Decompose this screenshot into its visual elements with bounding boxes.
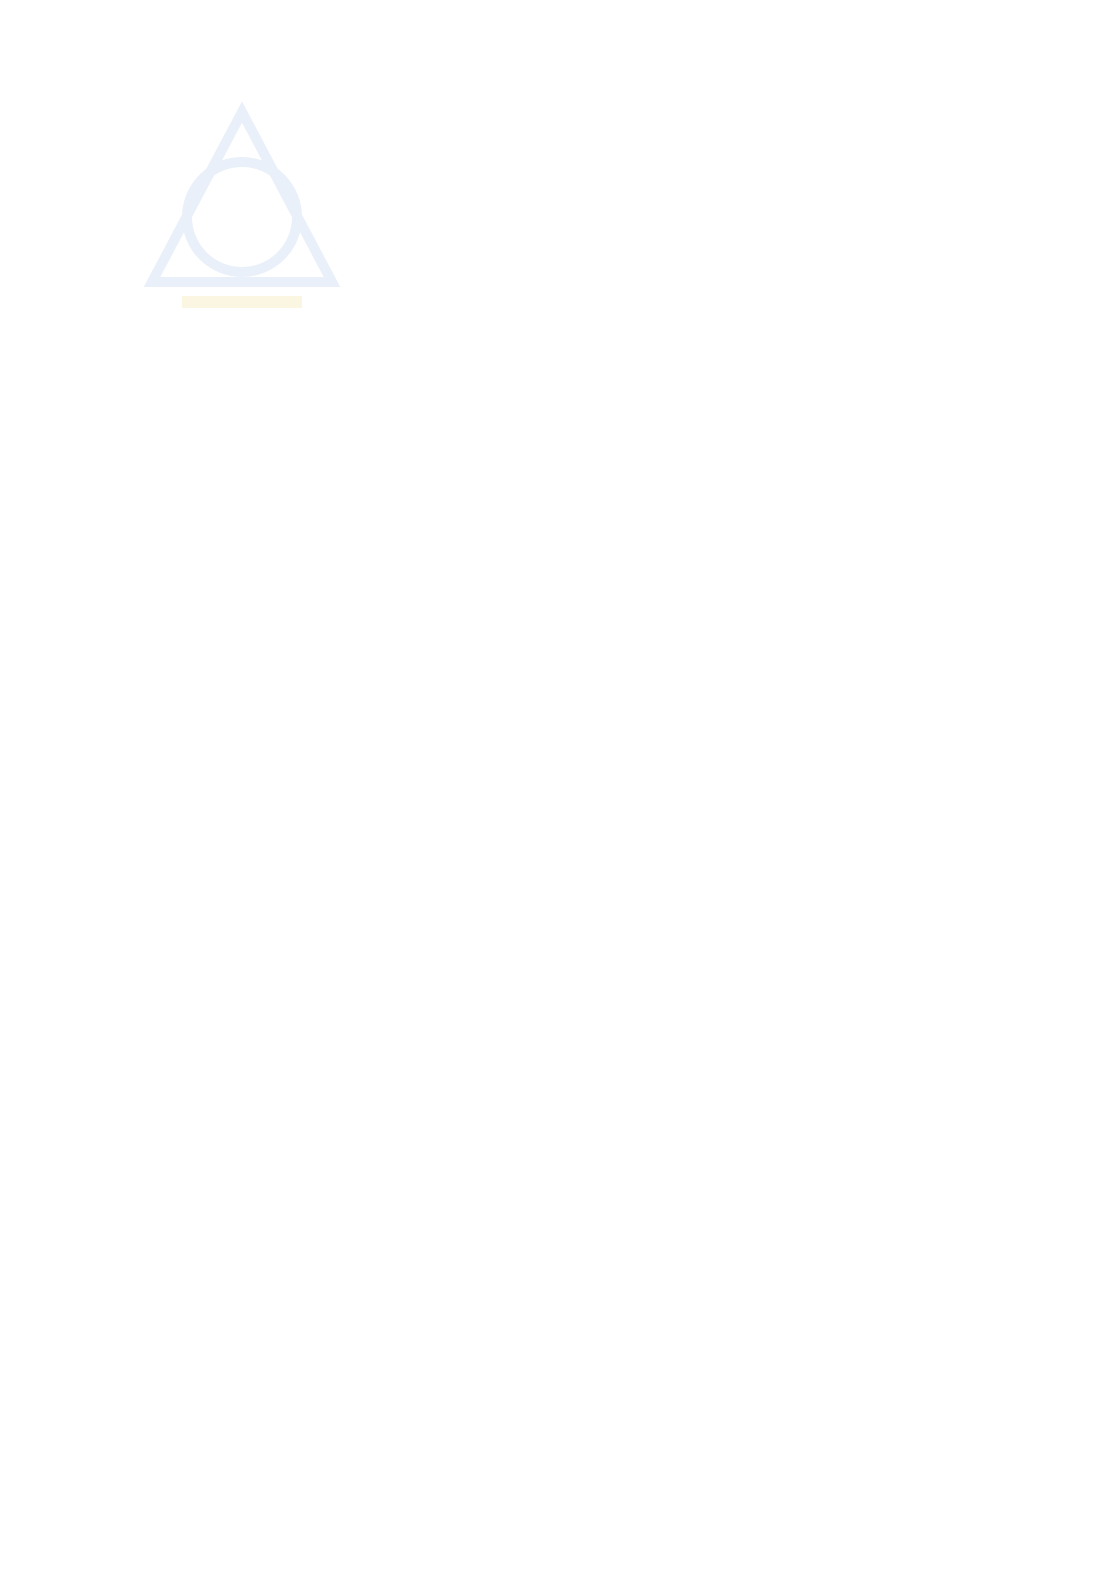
document-page bbox=[34, 62, 1076, 106]
